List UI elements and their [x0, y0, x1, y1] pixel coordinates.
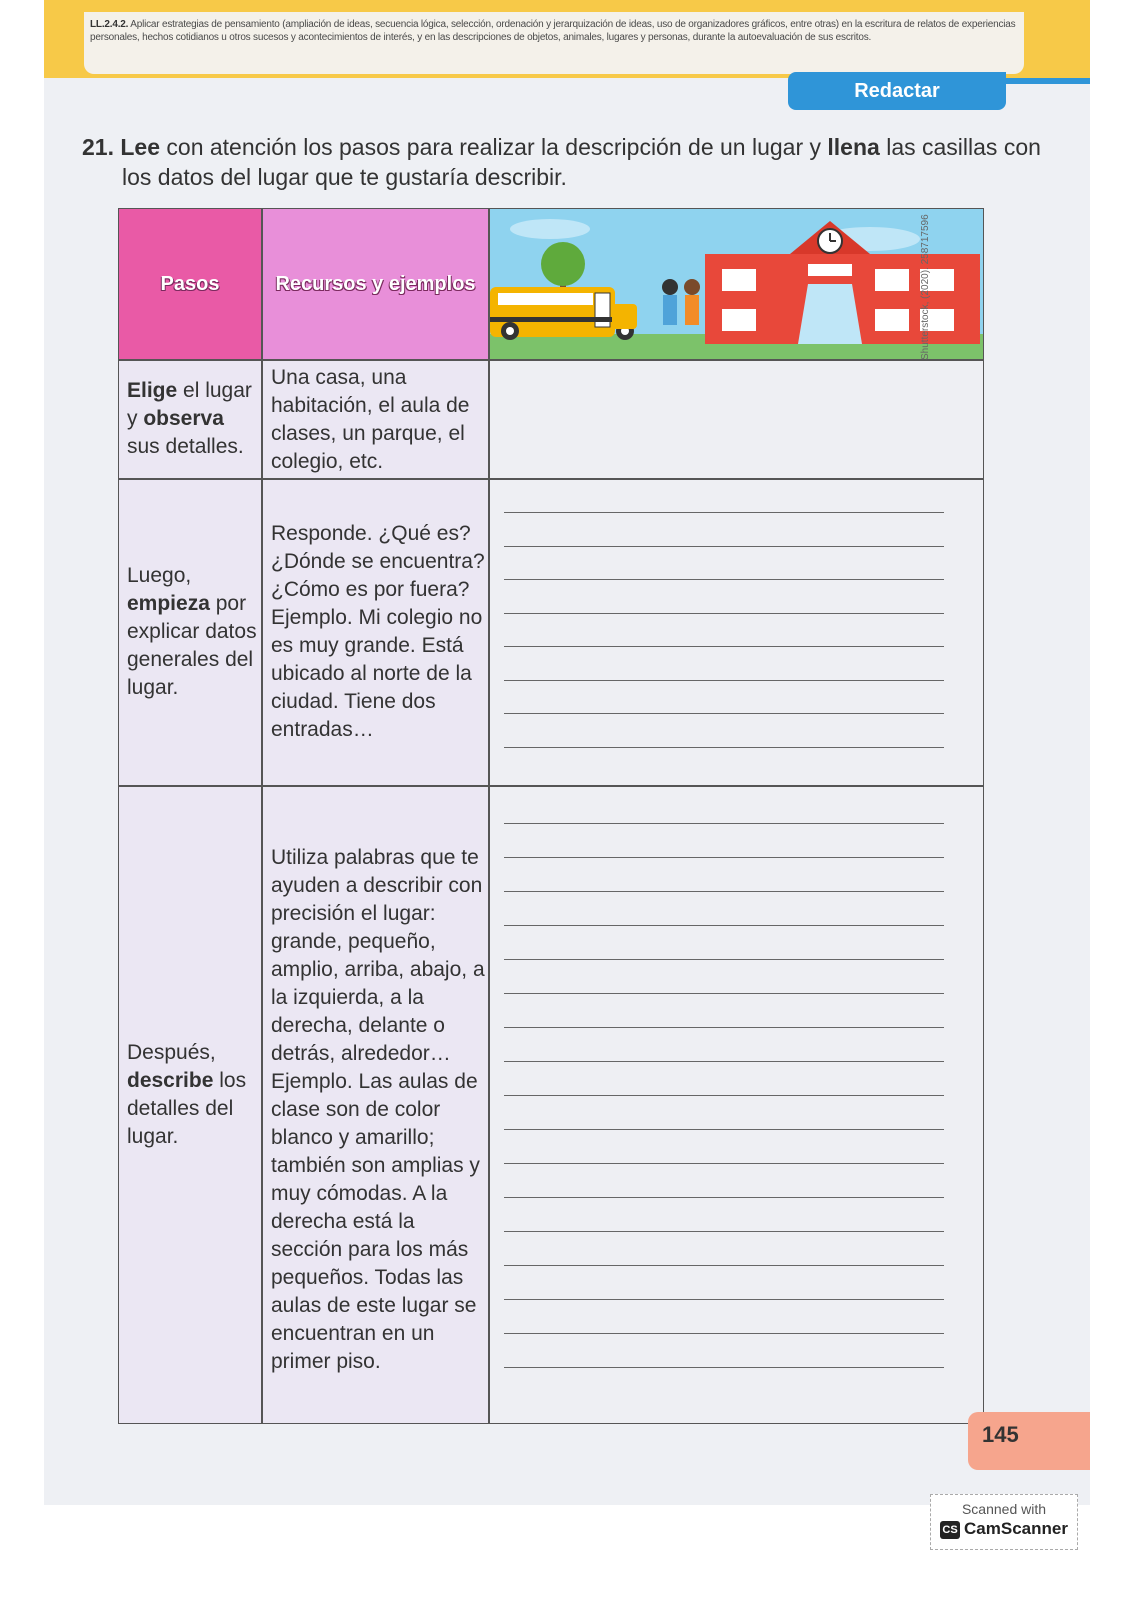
writing-cell-3[interactable] [489, 786, 984, 1424]
exercise-instruction [82, 132, 1042, 192]
steps-table [118, 208, 984, 1424]
resource-text-2: Responde. ¿Qué es? ¿Dónde se encuentra? ¿Cómo es por fuera? Ejemplo. Mi colegio no es muy grande. Está ubicado al norte de la ciudad. Tiene dos entradas… [271, 522, 485, 741]
scanned-with-text: Scanned with [961, 1501, 1047, 1517]
standard-text: Aplicar estrategias de pensamiento (ampliación de ideas, secuencia lógica, selección, ordenación y jerarquización de ideas, uso de organizadores gráficos, entre otras) en la escritura de relatos de experiencias personales, hechos cotidianos u otros sucesos y acontecimientos de interés, y en las descripciones de objetos, animales, lugares y personas, durante la autoevaluación de sus escritos. [90, 19, 1016, 43]
writing-line[interactable] [504, 959, 944, 960]
resource-cell-3 [262, 786, 489, 1424]
writing-line[interactable] [504, 713, 944, 714]
writing-line[interactable] [504, 891, 944, 892]
step-cell-3 [118, 786, 262, 1424]
instruction-verb-lee: Lee [120, 134, 161, 160]
writing-line[interactable] [504, 857, 944, 858]
camscanner-brand [931, 1519, 1077, 1539]
image-credit: Shutterstock, (2020). 258717596 [920, 214, 931, 360]
writing-line[interactable] [504, 1333, 944, 1334]
step-cell-2 [118, 479, 262, 786]
instruction-line-2: los datos del lugar que te gustaría describir. [122, 164, 567, 190]
step-text-1 [127, 377, 257, 461]
writing-line[interactable] [504, 1299, 944, 1300]
writing-line[interactable] [504, 579, 944, 580]
writing-line[interactable] [504, 925, 944, 926]
writing-line[interactable] [504, 993, 944, 994]
header-pasos-label: Pasos [160, 272, 220, 295]
writing-line[interactable] [504, 680, 944, 681]
resource-text-3: Utiliza palabras que te ayuden a describir con precisión el lugar: grande, pequeño, amplio, arriba, abajo, a la izquierda, a la derecha, delante o detrás, alrededor… Ejemplo. Las aulas de clase son de color blanco y amarillo; también son amplias y muy cómodas. A la derecha está la sección para los más pequeños. Todas las aulas de este lugar se encuentran en un primer piso. [271, 846, 485, 1373]
step-2-text-b: por explicar datos generales del lugar. [127, 592, 257, 699]
instruction-verb-llena: llena [827, 134, 880, 160]
step-3-text-a: Después, [127, 1041, 216, 1064]
step-cell-1 [118, 360, 262, 479]
writing-line[interactable] [504, 646, 944, 647]
school-illustration [489, 208, 984, 360]
page-number: 145 [982, 1422, 1019, 1447]
writing-line[interactable] [504, 613, 944, 614]
writing-line[interactable] [504, 747, 944, 748]
step-1-verb-elige: Elige [127, 379, 178, 402]
step-2-verb-empieza: empieza [127, 592, 210, 615]
step-2-text-a: Luego, [127, 564, 192, 587]
resource-text-1: Una casa, una habitación, el aula de clases, un parque, el colegio, etc. [271, 366, 470, 473]
resource-cell-2 [262, 479, 489, 786]
step-text-3 [127, 1039, 257, 1151]
step-1-text-a: el lugar y [127, 379, 252, 430]
writing-line[interactable] [504, 1163, 944, 1164]
section-tab-line [1004, 78, 1090, 84]
writing-line[interactable] [504, 1231, 944, 1232]
instruction-text-1: con atención los pasos para realizar la descripción de un lugar y [160, 134, 828, 160]
standard-code: LL.2.4.2. [90, 19, 129, 30]
camscanner-watermark [930, 1494, 1078, 1550]
step-3-verb-describe: describe [127, 1069, 214, 1092]
step-1-verb-observa: observa [143, 407, 224, 430]
school-bus-children-illustration [490, 209, 984, 360]
writing-line[interactable] [504, 546, 944, 547]
resource-cell-1 [262, 360, 489, 479]
step-text-2 [127, 562, 257, 702]
writing-line[interactable] [504, 1061, 944, 1062]
writing-line[interactable] [504, 512, 944, 513]
step-1-text-b: sus detalles. [127, 435, 244, 458]
camscanner-brand-text: CamScanner [964, 1519, 1068, 1538]
writing-cell-1[interactable] [489, 360, 984, 479]
writing-cell-2[interactable] [489, 479, 984, 786]
writing-line[interactable] [504, 1129, 944, 1130]
header-recursos-label: Recursos y ejemplos [275, 272, 476, 295]
writing-line[interactable] [504, 1027, 944, 1028]
header-pasos [118, 208, 262, 360]
exercise-number: 21. [82, 134, 114, 160]
writing-line[interactable] [504, 1367, 944, 1368]
writing-line[interactable] [504, 823, 944, 824]
header-recursos [262, 208, 489, 360]
writing-line[interactable] [504, 1197, 944, 1198]
curriculum-standard [90, 18, 1020, 44]
camscanner-icon: CS [940, 1521, 960, 1539]
step-3-text-b: los detalles del lugar. [127, 1069, 247, 1148]
instruction-text-2: las casillas con [879, 134, 1041, 160]
writing-line[interactable] [504, 1265, 944, 1266]
section-tab-redactar: Redactar [788, 72, 1006, 110]
writing-line[interactable] [504, 1095, 944, 1096]
